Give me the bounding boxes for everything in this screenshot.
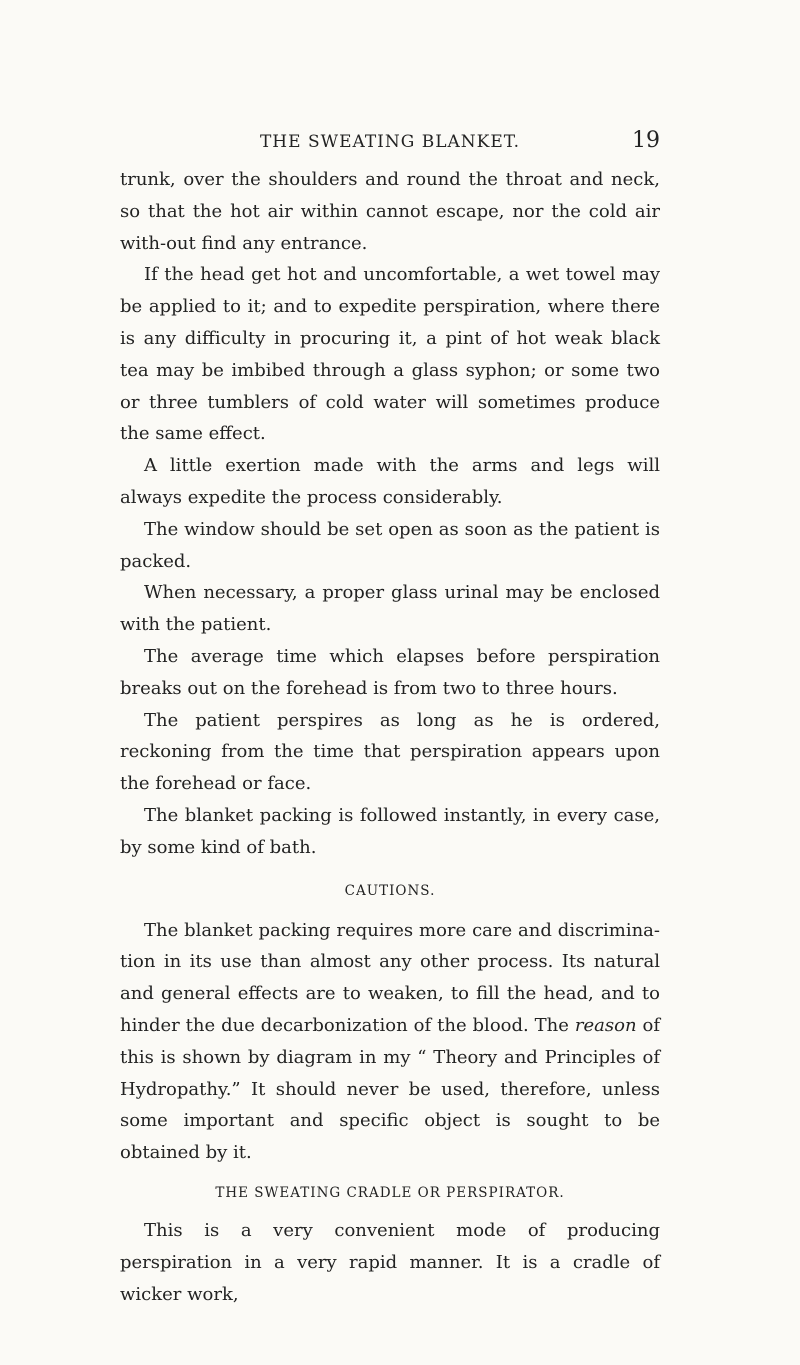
paragraph: If the head get hot and uncomfortable, a wet towel may be applied to it; and to expedite perspiration, where there is any difficulty in procuring it, a pint of hot weak black tea may be imbibed through a glass syphon; or some two or three tumblers of cold water will sometimes produce the same effect. [120,264,660,445]
cautions-text-end: of this is shown by diagram in my “ Theory and Principles of Hydropathy.” It should never be used, therefore, unless some important and specific object is sought to be obtained by it. [120,1014,660,1164]
paragraph: trunk, over the shoulders and round the throat and neck, so that the hot air within cannot escape, nor the cold air with-out find any entrance. [120,169,660,254]
section-heading-cautions: CAUTIONS. [344,882,436,899]
emphasis-reason: reason [574,1014,637,1036]
paragraph: A little exertion made with the arms and legs will always expedite the process considerably. [120,455,660,508]
cautions-paragraph [120,915,660,1169]
running-title: THE SWEATING BLANKET. [259,132,521,152]
text-block [120,164,660,1310]
paragraph: The blanket packing is followed instantly, in every case, by some kind of bath. [120,804,660,858]
paragraph: The patient perspires as long as he is ordered, reckoning from the time that perspiration appears upon the forehead or face. [120,709,660,795]
section-heading-sweating-cradle: THE SWEATING CRADLE OR PERSPIRATOR. [215,1184,565,1201]
paragraph: This is a very convenient mode of producing perspiration in a very rapid manner. It is a cradle of wicker work, [120,1219,660,1305]
paragraph: The window should be set open as soon as the patient is packed. [120,518,660,572]
cautions-text-start: The blanket packing requires more care and discrimina-tion in its use than almost any other process. Its natural and general effects are to weaken, to fill the head, and to hinder the due decarbonization of the blood. The [120,919,660,1036]
paragraph: When necessary, a proper glass urinal may be enclosed with the patient. [120,582,660,636]
running-head [120,128,660,162]
paragraph: The average time which elapses before perspiration breaks out on the forehead is from two to three hours. [120,645,660,699]
page-number: 19 [632,128,660,153]
